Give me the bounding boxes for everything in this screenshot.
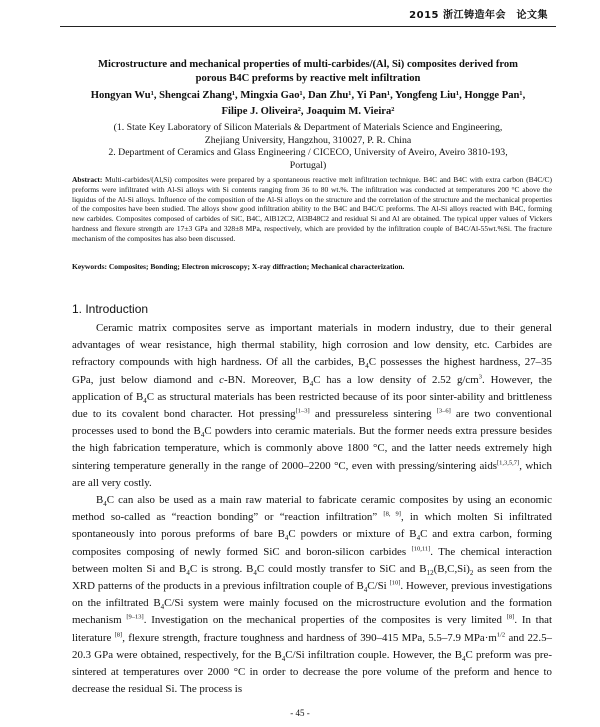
affiliation-1b: Zhejiang University, Hangzhou, 310027, P. R. China <box>204 134 412 146</box>
paragraph-2: $B_4C$ can also be used as a main raw material to fabricate ceramic composites by using an economic method so-called as “reaction bonding” or “reaction infiltration” [8, 9], in which molten Si infiltrated spontaneously into porous preforms of bare $B_4C$ powders or mixture of $B_4C$ and extra carbon, forming composites composing of newly formed SiC and boron-silicon carbides [10,11]. The chemical interaction between molten Si and $B_4C$ is strong. $B_4C$ could mostly transfer to SiC and $B_{12}(B,C,Si)_2$ as seen from the XRD patterns of the products in a previous infiltration couple of $B_4C/Si$ [10]. However, previous investigations on the infiltrated $B_4C/Si$ system were mainly focused on the microstructure evolution and the formation mechanism [9–13]. Investigation on the mechanical properties of the composites is very limited [8]. In that literature [8], flexure strength, fracture toughness and hardness of 390–415 MPa, 5.5–7.9 $MPa\cdot m^{1/2}$ and 22.5–20.3 GPa were obtained, respectively, for the $B_4C/Si$ infiltration couple. However, the $B_4C$ preform was pre-sintered at temperatures over 2000 °C in order to decrease the pore volume of the preform and hence to decrease the residual Si. The process is <box>72 494 553 696</box>
affiliation-2b: Portugal) <box>289 159 327 171</box>
abstract-text: Multi-carbides/(Al,Si) composites were prepared by a spontaneous reactive melt infiltration technique. B4C and B4C with extra carbon (B4C/C) preforms were infiltrated with Al-Si alloys with Si contents ranging from 36 to 80 wt.%. The infiltration was conducted at temperatures 200 °C above the liquidus of the Al-Si alloys. Influence of the composition of the Al-Si alloys on the structure and the correlation of the structure and the mechanical properties of the composites have been studied. The alloys show good infiltration ability to the B4C and B4C/C preforms. The Al-Si alloys reacted with B4C, forming new carbides. Composites composed of carbides of SiC, B4C, AlB12C2, Al3B48C2 and residual Si and Al are obtained. The typical upper values of Vickers hardness and flexure strength are 17±3 GPa and 328±8 MPa, respectively, which are provided by the infiltration couple of B4C/Al-55wt.%Si. The fracture mechanism of the composites has also been discussed. <box>72 175 552 243</box>
section-heading: 1. Introduction <box>72 302 149 316</box>
citation: [8] <box>114 631 123 639</box>
citation: [8] <box>506 613 515 621</box>
citation: [1–3] <box>295 407 310 415</box>
author-list <box>60 88 556 120</box>
affiliation-1a: (1. State Key Laboratory of Silicon Materials & Department of Materials Science and Engineering, <box>113 122 503 133</box>
citation: [3–6] <box>436 407 451 415</box>
citation: [1,3,5,7] <box>497 459 520 466</box>
abstract <box>72 175 552 244</box>
page-number: - 45 - <box>290 708 310 718</box>
running-header: 2015 浙江铸造年会 论文集 <box>409 10 548 21</box>
affiliations <box>60 122 556 172</box>
header-rule <box>60 26 556 27</box>
keywords: Keywords: Composites; Bonding; Electron microscopy; X-ray diffraction; Mechanical characterization. <box>72 262 405 271</box>
title-line-1: Microstructure and mechanical properties of multi-carbides/(Al, Si) composites derived from <box>98 59 518 70</box>
paper-title <box>60 58 556 86</box>
introduction-body <box>72 320 552 698</box>
citation: [10] <box>389 579 401 587</box>
paragraph-1: Ceramic matrix composites serve as important materials in modern industry, due to their general advantages of wear resistance, high thermal stability, high corrosion and low density, etc. Carbides are refractory compounds with high hardness. Of all the carbides, $B_4C$ possesses the highest hardness, 27–35 GPa, just below diamond and c-BN. Moreover, $B_4C$ has a low density of 2.52 $g/cm^3$. However, the application of $B_4C$ as structural materials has been restricted because of its poor sinter-ability and brittleness due to its covalent bond character. Hot pressing[1–3] and pressureless sintering [3–6] are two conventional processes used to bond the $B_4C$ powders into ceramic materials. But the former needs extra pressure besides the high fabrication temperature, which is commonly above 1800 °C, and the latter needs extremely high sintering temperature generally in the range of 2000–2200 °C, even with pressing/sintering aids[1,3,5,7], which are all very costly. <box>72 322 553 489</box>
title-line-2: porous B4C preforms by reactive melt infiltration <box>195 73 421 84</box>
citation: [8, 9] <box>383 510 401 518</box>
abstract-label: Abstract: <box>72 175 103 184</box>
affiliation-2a: 2. Department of Ceramics and Glass Engineering / CICECO, University of Aveiro, Aveiro 3810-193, <box>108 147 508 158</box>
citation: [10,11] <box>411 545 431 553</box>
authors-line-1: Hongyan Wu¹, Shengcai Zhang¹, Mingxia Gao¹, Dan Zhu¹, Yi Pan¹, Yongfeng Liu¹, Hongge Pan¹, <box>90 90 526 101</box>
citation: [9–13] <box>126 613 144 621</box>
authors-line-2: Filipe J. Oliveira², Joaquim M. Vieira² <box>221 106 395 117</box>
